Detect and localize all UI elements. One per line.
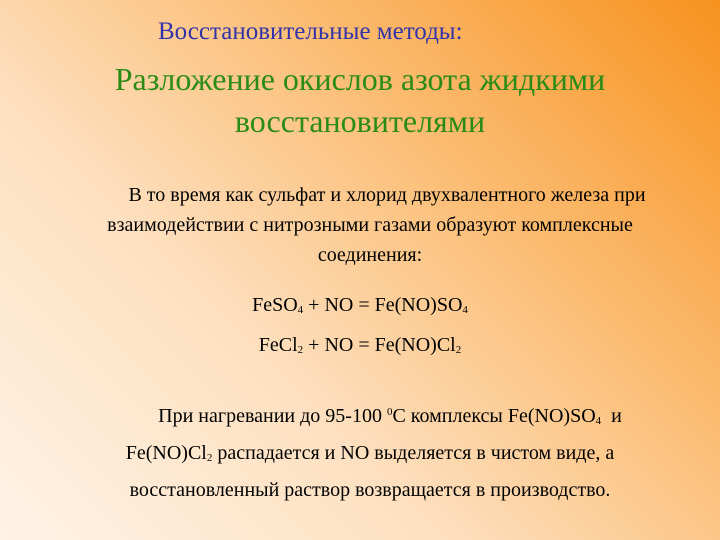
heating-line-2 bbox=[40, 437, 700, 474]
eq2-left: FeCl bbox=[258, 334, 298, 356]
intro-paragraph bbox=[40, 180, 700, 270]
heating-paragraph bbox=[40, 396, 700, 506]
heating-line-2-subscript: 2 bbox=[206, 452, 213, 464]
eq2-right: + NO = Fe(NO)Cl bbox=[303, 334, 456, 356]
title-line-1: Разложение окислов азота жидкими bbox=[114, 61, 606, 97]
eq1-right-subscript: 4 bbox=[462, 304, 468, 316]
intro-line-1-text: В то время как сульфат и хлорид двухвалентного железа при bbox=[128, 184, 646, 206]
heating-line-1-subscript: 4 bbox=[595, 415, 602, 427]
heating-line-2-a: Fe(NO)Cl bbox=[125, 442, 207, 464]
heating-line-1-a: При нагревании до 95-100 bbox=[158, 405, 387, 427]
eq1-left: FeSO bbox=[252, 294, 298, 316]
eq1-left-subscript: 4 bbox=[297, 304, 304, 316]
intro-line-3: соединения: bbox=[317, 244, 423, 266]
slide-subtitle: Восстановительные методы: bbox=[158, 18, 463, 45]
eq2-right-subscript: 2 bbox=[455, 344, 462, 356]
eq2-left-subscript: 2 bbox=[297, 344, 304, 356]
equation-feso4 bbox=[0, 294, 720, 317]
heating-line-1-b: С комплексы Fe(NO)SO bbox=[392, 405, 596, 427]
heating-line-1-c: и bbox=[601, 405, 622, 427]
eq1-right: + NO = Fe(NO)SO bbox=[303, 294, 463, 316]
title-line-2: восстановителями bbox=[234, 103, 486, 139]
degree-superscript: 0 bbox=[386, 406, 393, 418]
slide-title bbox=[40, 58, 680, 142]
equation-fecl2 bbox=[0, 334, 720, 357]
heating-line-1 bbox=[40, 396, 700, 437]
intro-line-2: взаимодействии с нитрозными газами образуют комплексные bbox=[107, 214, 633, 236]
heating-line-3: восстановленный раствор возвращается в производство. bbox=[129, 479, 611, 501]
intro-line-1 bbox=[40, 180, 700, 210]
heating-line-2-b: распадается и NO выделяется в чистом виде, а bbox=[212, 442, 615, 464]
